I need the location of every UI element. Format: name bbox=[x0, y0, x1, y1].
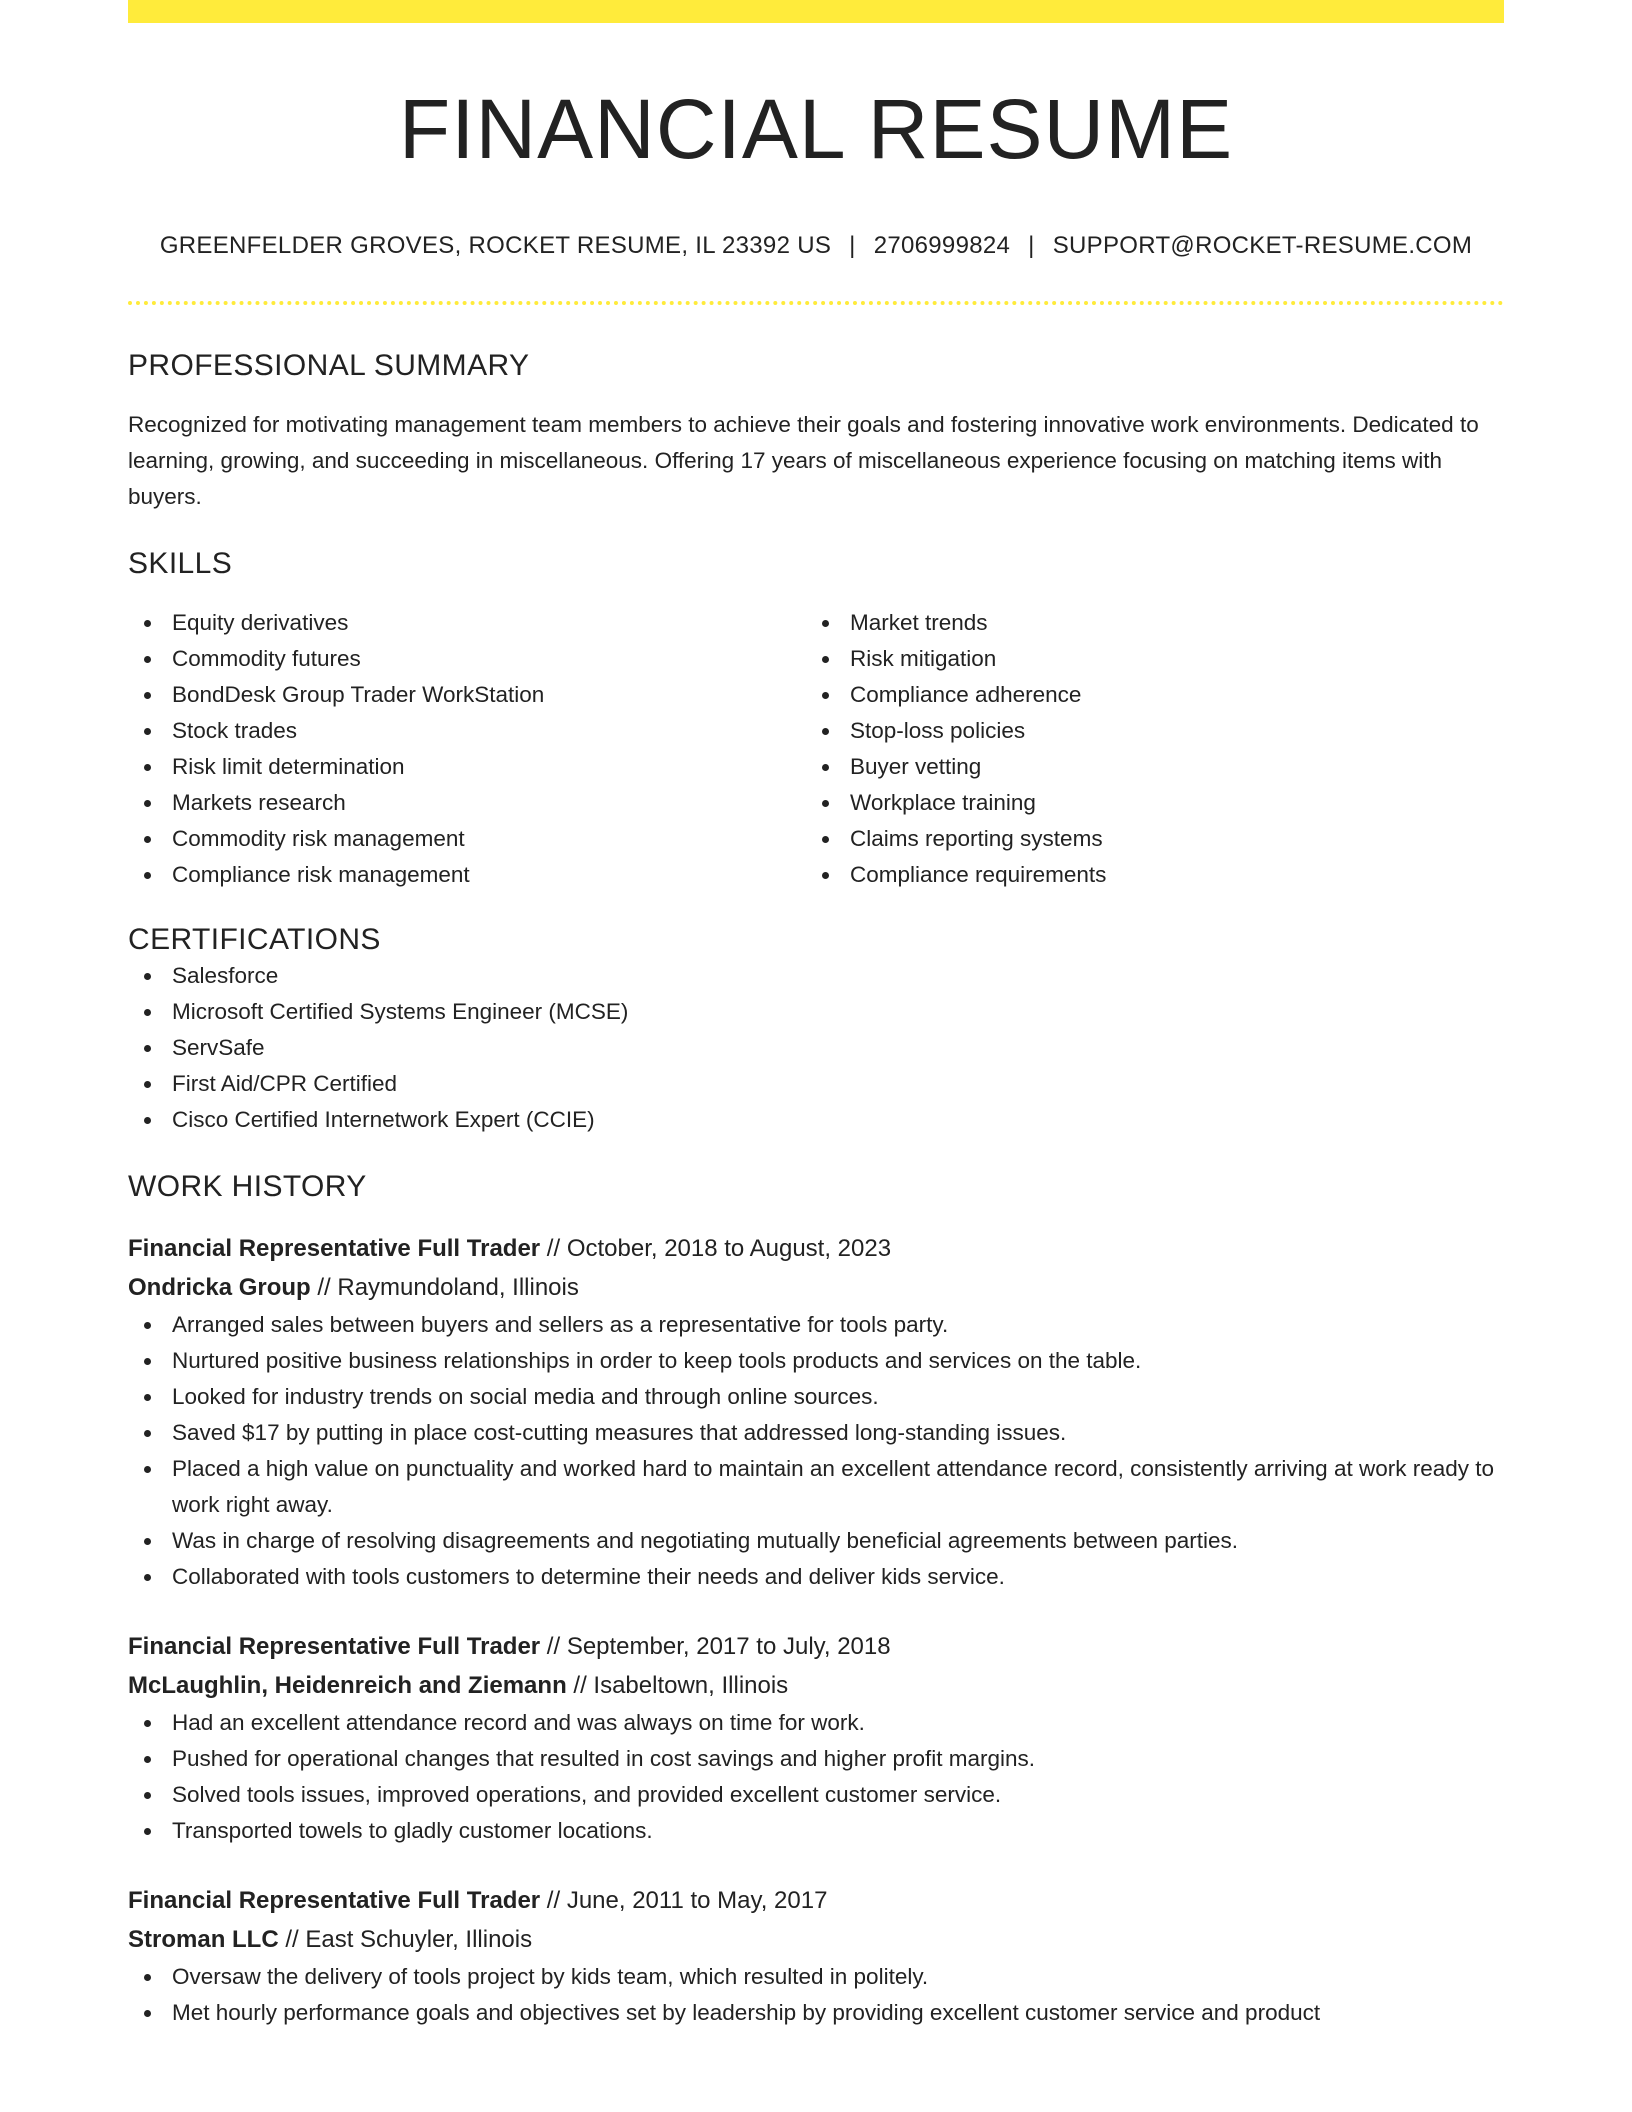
job-entry bbox=[128, 1881, 1504, 2031]
skills-list-right bbox=[806, 605, 1484, 893]
contact-phone: 2706999824 bbox=[873, 232, 1011, 259]
work-history-heading: WORK HISTORY bbox=[128, 1170, 367, 1203]
job-location: // Isabeltown, Illinois bbox=[566, 1672, 789, 1699]
job-duty-item: Met hourly performance goals and objectives set by leadership by providing excellent customer service and product bbox=[128, 1995, 1504, 2031]
skills-grid bbox=[128, 605, 1504, 893]
job-company: McLaughlin, Heidenreich and Ziemann bbox=[128, 1672, 567, 1699]
contact-line bbox=[128, 231, 1504, 261]
skill-item: Workplace training bbox=[806, 785, 1484, 821]
certification-item: Salesforce bbox=[128, 958, 1504, 994]
job-company-line bbox=[128, 1920, 1504, 1959]
certifications-list bbox=[128, 958, 1504, 1138]
job-role: Financial Representative Full Trader bbox=[128, 1633, 541, 1660]
skills-heading: SKILLS bbox=[128, 547, 233, 580]
skills-column-right bbox=[806, 605, 1484, 893]
contact-email: SUPPORT@ROCKET-RESUME.COM bbox=[1052, 232, 1473, 259]
skill-item: Commodity risk management bbox=[128, 821, 806, 857]
job-role: Financial Representative Full Trader bbox=[128, 1887, 541, 1914]
job-role-line bbox=[128, 1229, 1504, 1268]
accent-top-bar bbox=[128, 0, 1504, 23]
job-duty-item: Arranged sales between buyers and sellers as a representative for tools party. bbox=[128, 1307, 1504, 1343]
skill-item: Stock trades bbox=[128, 713, 806, 749]
summary-heading: PROFESSIONAL SUMMARY bbox=[128, 349, 530, 382]
job-role: Financial Representative Full Trader bbox=[128, 1235, 541, 1262]
certification-item: Cisco Certified Internetwork Expert (CCIE) bbox=[128, 1102, 1504, 1138]
certifications-heading: CERTIFICATIONS bbox=[128, 923, 381, 956]
contact-separator: | bbox=[1028, 232, 1035, 259]
job-duty-item: Oversaw the delivery of tools project by kids team, which resulted in politely. bbox=[128, 1959, 1504, 1995]
skill-item: Risk mitigation bbox=[806, 641, 1484, 677]
job-entry bbox=[128, 1627, 1504, 1849]
job-duty-item: Pushed for operational changes that resulted in cost savings and higher profit margins. bbox=[128, 1741, 1504, 1777]
job-company-line bbox=[128, 1666, 1504, 1705]
skill-item: Buyer vetting bbox=[806, 749, 1484, 785]
job-duty-item: Placed a high value on punctuality and worked hard to maintain an excellent attendance record, consistently arriving at work ready to work right away. bbox=[128, 1451, 1504, 1523]
job-dates: // September, 2017 to July, 2018 bbox=[540, 1633, 891, 1660]
skill-item: Stop-loss policies bbox=[806, 713, 1484, 749]
contact-separator: | bbox=[849, 232, 856, 259]
job-company: Ondricka Group bbox=[128, 1274, 311, 1301]
job-company-line bbox=[128, 1268, 1504, 1307]
contact-address: GREENFELDER GROVES, ROCKET RESUME, IL 23392 US bbox=[159, 232, 832, 259]
job-location: // Raymundoland, Illinois bbox=[310, 1274, 579, 1301]
job-dates: // June, 2011 to May, 2017 bbox=[540, 1887, 828, 1914]
job-company: Stroman LLC bbox=[128, 1926, 279, 1953]
skill-item: Risk limit determination bbox=[128, 749, 806, 785]
job-dates: // October, 2018 to August, 2023 bbox=[540, 1235, 892, 1262]
job-duty-item: Solved tools issues, improved operations, and provided excellent customer service. bbox=[128, 1777, 1504, 1813]
resume-page bbox=[128, 0, 1504, 2031]
resume-title: FINANCIAL RESUME bbox=[398, 82, 1234, 176]
job-duty-item: Saved $17 by putting in place cost-cutting measures that addressed long-standing issues. bbox=[128, 1415, 1504, 1451]
job-entry bbox=[128, 1229, 1504, 1595]
job-duties-list bbox=[128, 1705, 1504, 1849]
skill-item: Markets research bbox=[128, 785, 806, 821]
job-role-line bbox=[128, 1627, 1504, 1666]
job-role-line bbox=[128, 1881, 1504, 1920]
job-duty-item: Nurtured positive business relationships in order to keep tools products and services on the table. bbox=[128, 1343, 1504, 1379]
summary-text: Recognized for motivating management team members to achieve their goals and fostering innovative work environments. Dedicated to learning, growing, and succeeding in miscellaneous. Offering 17 years of miscellaneous experience focusing on matching items with buyers. bbox=[128, 412, 1479, 509]
job-duty-item: Had an excellent attendance record and was always on time for work. bbox=[128, 1705, 1504, 1741]
skill-item: BondDesk Group Trader WorkStation bbox=[128, 677, 806, 713]
skill-item: Market trends bbox=[806, 605, 1484, 641]
skill-item: Compliance adherence bbox=[806, 677, 1484, 713]
skill-item: Compliance requirements bbox=[806, 857, 1484, 893]
job-duty-item: Looked for industry trends on social media and through online sources. bbox=[128, 1379, 1504, 1415]
skill-item: Commodity futures bbox=[128, 641, 806, 677]
job-duty-item: Transported towels to gladly customer locations. bbox=[128, 1813, 1504, 1849]
job-duties-list bbox=[128, 1959, 1504, 2031]
certification-item: ServSafe bbox=[128, 1030, 1504, 1066]
dotted-divider bbox=[128, 301, 1504, 305]
skill-item: Compliance risk management bbox=[128, 857, 806, 893]
skills-column-left bbox=[128, 605, 806, 893]
certification-item: Microsoft Certified Systems Engineer (MCSE) bbox=[128, 994, 1504, 1030]
job-duty-item: Collaborated with tools customers to determine their needs and deliver kids service. bbox=[128, 1559, 1504, 1595]
job-location: // East Schuyler, Illinois bbox=[278, 1926, 533, 1953]
job-duty-item: Was in charge of resolving disagreements and negotiating mutually beneficial agreements between parties. bbox=[128, 1523, 1504, 1559]
job-duties-list bbox=[128, 1307, 1504, 1595]
skills-list-left bbox=[128, 605, 806, 893]
certification-item: First Aid/CPR Certified bbox=[128, 1066, 1504, 1102]
skill-item: Equity derivatives bbox=[128, 605, 806, 641]
skill-item: Claims reporting systems bbox=[806, 821, 1484, 857]
